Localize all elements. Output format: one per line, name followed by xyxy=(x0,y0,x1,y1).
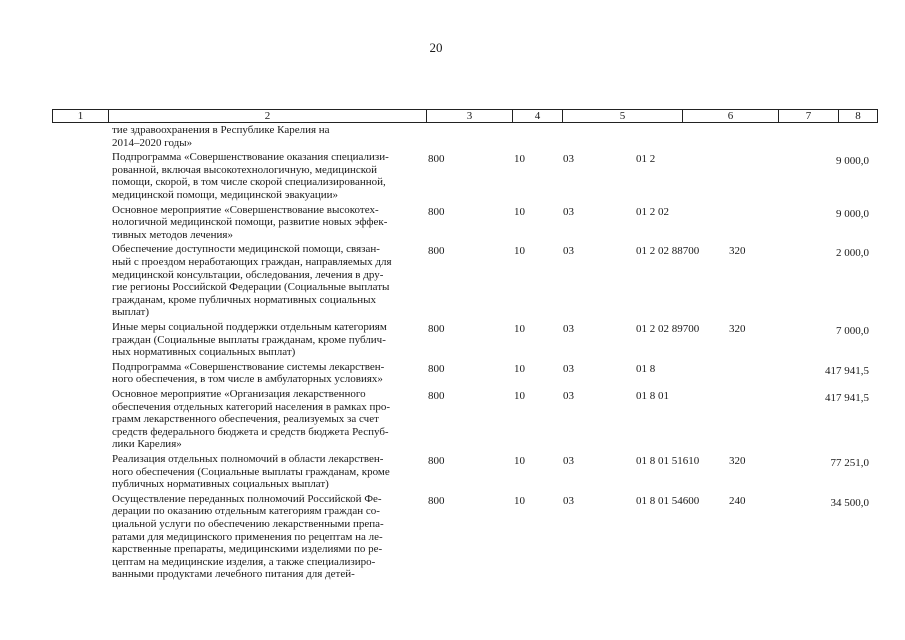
row-name: Реализация отдельных полномочий в области лекарствен- ного обеспечения (Социальные выплаты гражданам, кроме публичных нормативных социальных выплат) xyxy=(112,453,390,491)
row-cell-c4: 10 xyxy=(514,494,525,507)
row-name: Подпрограмма «Совершенствование оказания специализи- рованной, включая высокотехнологичную, медицинской помощи, скорой, в том числе скорой специализированной, медицинской помощи, медицинской эвакуации» xyxy=(112,151,389,201)
row-cell-c3: 800 xyxy=(428,153,445,166)
row-cell-c3: 800 xyxy=(428,494,445,507)
row-cell-c4: 10 xyxy=(514,390,525,402)
row-name: Основное мероприятие «Организация лекарственного обеспечения отдельных категорий населения в рамках про- грамм лекарственного обеспечения, реализуемых за счет средств федерального бюджета и средств бюджета Респуб- лики Карелия» xyxy=(112,388,391,451)
row-cell-c6: 01 2 02 88700 xyxy=(636,245,700,258)
row-cell-c6: 01 8 01 54600 xyxy=(636,494,700,507)
row-cell-c3: 800 xyxy=(428,362,445,375)
row-cell-c7: 320 xyxy=(729,245,746,258)
row-cell-c5: 03 xyxy=(563,455,574,467)
row-cell-c8: 9 000,0 xyxy=(836,155,869,168)
header-col-1: 1 xyxy=(53,110,109,122)
table-header xyxy=(52,109,878,123)
header-col-8: 8 xyxy=(855,110,861,122)
row-cell-c8: 77 251,0 xyxy=(830,457,869,469)
row-cell-c7: 240 xyxy=(729,494,746,507)
row-cell-c3: 800 xyxy=(428,455,445,467)
row-cell-c3: 800 xyxy=(428,205,445,218)
header-col-3: 3 xyxy=(427,110,513,122)
row-cell-c3: 800 xyxy=(428,323,445,335)
header-col-6: 6 xyxy=(683,110,779,122)
row-cell-c5: 03 xyxy=(563,494,574,507)
row-name: Основное мероприятие «Совершенствование высокотех- нологичной медицинской помощи, развитие новых эффек- тивных методов лечения» xyxy=(112,203,388,241)
row-cell-c5: 03 xyxy=(563,362,574,375)
row-cell-c6: 01 8 01 51610 xyxy=(636,455,700,467)
row-cell-c4: 10 xyxy=(514,455,525,467)
row-cell-c3: 800 xyxy=(428,245,445,258)
row-cell-c5: 03 xyxy=(563,323,574,335)
row-name: Подпрограмма «Совершенствование системы лекарствен- ного обеспечения, в том числе в амбулаторных условиях» xyxy=(112,360,385,386)
row-cell-c4: 10 xyxy=(514,205,525,218)
row-cell-c4: 10 xyxy=(514,245,525,258)
row-cell-c5: 03 xyxy=(563,390,574,402)
row-name: Осуществление переданных полномочий Российской Фе- дерации по оказанию отдельным категориям граждан со- циальной услуги по обеспечению лекарственными препа- ратами для медицинского применения по рецептам на ле- карственные препараты, медицинскими изделиями по ре- цептам на медицинские изделия, а также специализиро- ванными продуктами лечебного питания для детей- xyxy=(112,492,384,581)
row-cell-c6: 01 2 xyxy=(636,153,656,166)
row-cell-c6: 01 2 02 xyxy=(636,205,669,218)
row-cell-c8: 417 941,5 xyxy=(825,364,869,377)
row-cell-c5: 03 xyxy=(563,153,574,166)
row-cell-c7: 320 xyxy=(729,455,746,467)
row-cell-c4: 10 xyxy=(514,362,525,375)
row-cell-c3: 800 xyxy=(428,390,445,402)
row-cell-c6: 01 8 xyxy=(636,362,656,375)
row-cell-c5: 03 xyxy=(563,205,574,218)
row-name: Иные меры социальной поддержки отдельным категориям граждан (Социальные выплаты гражданам, кроме публич- ных нормативных социальных выплат) xyxy=(112,321,387,359)
row-cell-c4: 10 xyxy=(514,323,525,335)
row-cell-c8: 34 500,0 xyxy=(830,496,869,509)
header-col-7: 7 xyxy=(779,110,839,122)
row-name: тие здравоохранения в Республике Карелия на 2014–2020 годы» xyxy=(112,124,330,149)
header-col-4: 4 xyxy=(513,110,563,122)
header-col-5: 5 xyxy=(563,110,683,122)
row-cell-c4: 10 xyxy=(514,153,525,166)
row-cell-c6: 01 2 02 89700 xyxy=(636,323,700,335)
row-cell-c5: 03 xyxy=(563,245,574,258)
row-cell-c7: 320 xyxy=(729,323,746,335)
row-cell-c6: 01 8 01 xyxy=(636,390,669,402)
row-cell-c8: 9 000,0 xyxy=(836,207,869,220)
row-cell-c8: 417 941,5 xyxy=(825,392,869,404)
page-number: 20 xyxy=(429,40,443,55)
row-name: Обеспечение доступности медицинской помощи, связан- ный с проездом неработающих граждан, направляемых для медицинской консультации, обследования, лечения в дру- гие регионы Российской Федерации (Социальные выплаты гражданам, кроме публичных нормативных социальных выплат) xyxy=(112,243,392,319)
row-cell-c8: 2 000,0 xyxy=(836,247,869,260)
header-col-2: 2 xyxy=(109,110,427,122)
row-cell-c8: 7 000,0 xyxy=(836,325,869,337)
